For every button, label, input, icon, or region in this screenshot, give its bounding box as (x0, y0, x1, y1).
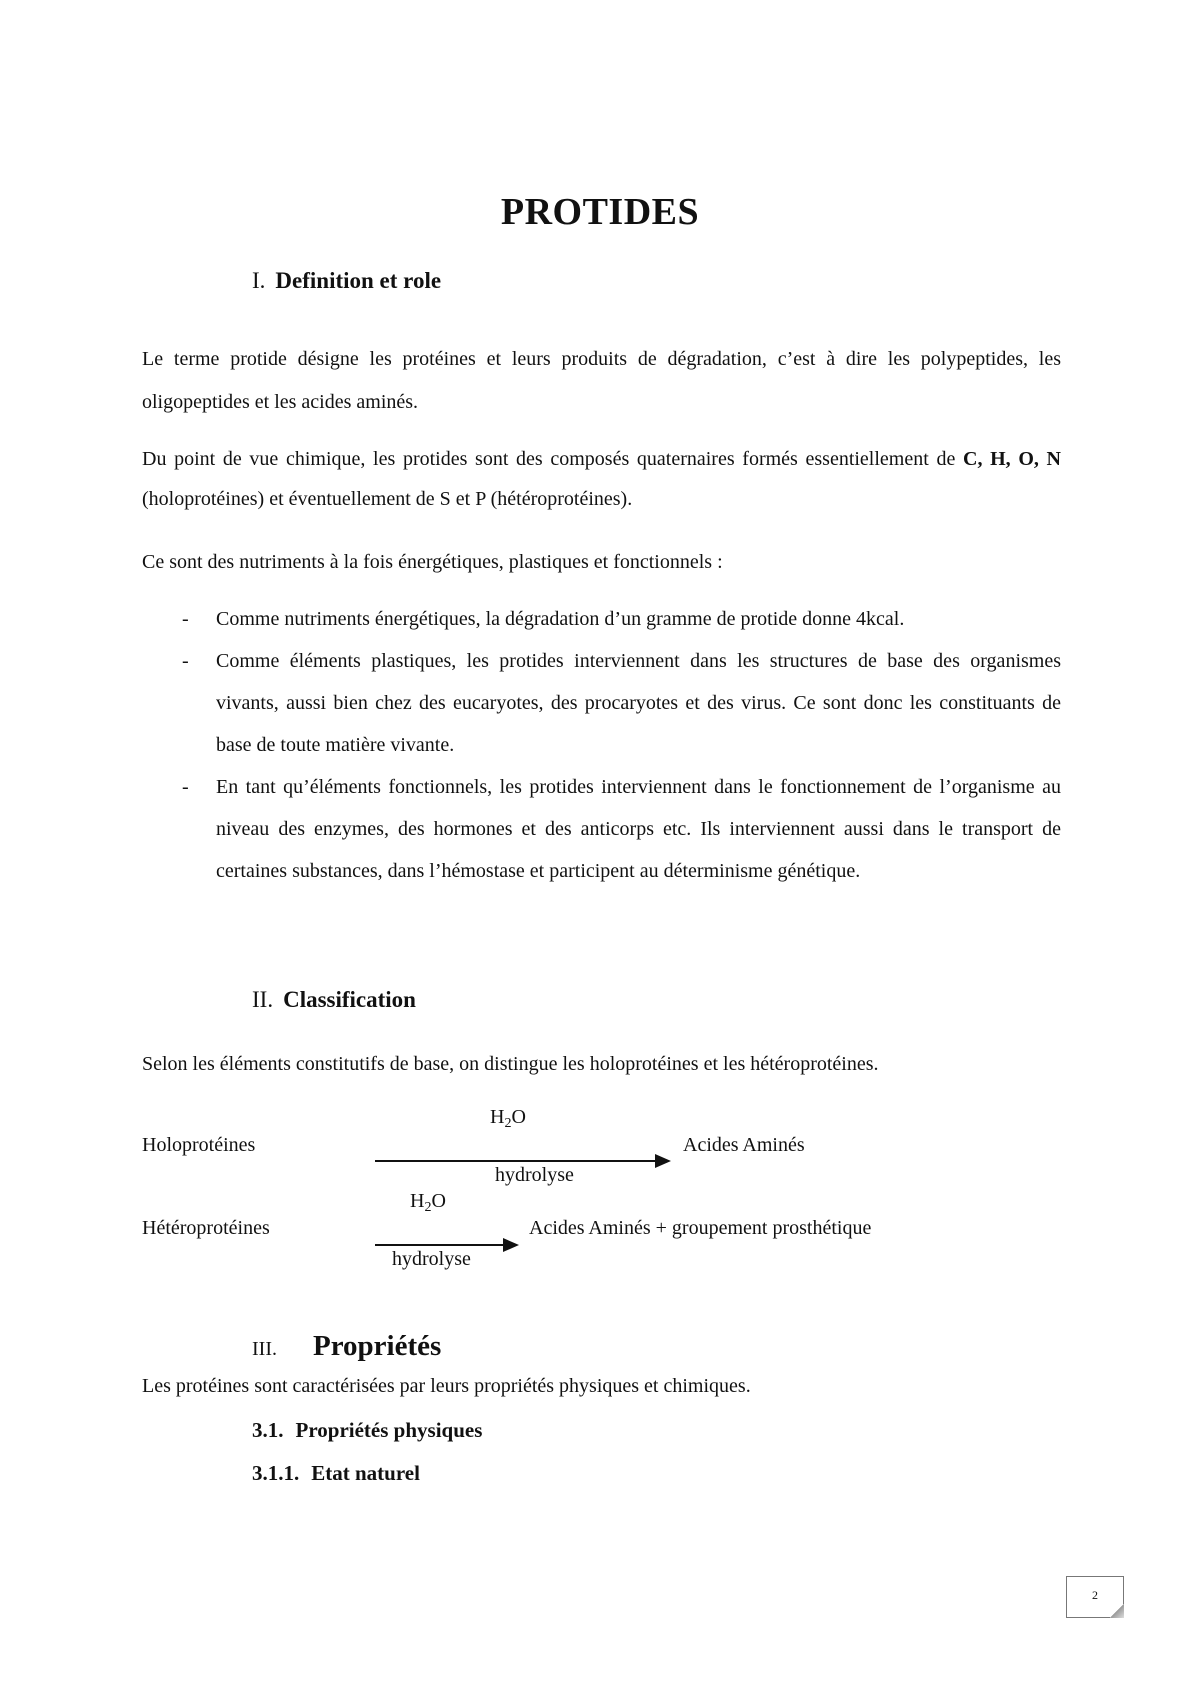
subsection-3-1-number: 3.1. (252, 1418, 284, 1442)
page-number: 2 (1092, 1588, 1098, 1602)
section-1-paragraph-2 (142, 439, 1061, 519)
bullet-marker: - (182, 608, 189, 630)
section-3-heading (252, 1330, 441, 1363)
list-item (142, 640, 1061, 766)
reaction-2-product: Acides Aminés + groupement prosthétique (529, 1217, 872, 1239)
subsection-3-1-1-title: Etat naturel (311, 1461, 420, 1485)
reaction-2-reagent (410, 1190, 446, 1216)
reagent-h: H (490, 1106, 505, 1128)
subsection-3-1-heading (252, 1418, 482, 1443)
reagent-subscript: 2 (504, 1116, 512, 1131)
section-3-title: Propriétés (312, 1330, 442, 1362)
list-item (142, 766, 1061, 892)
section-1-paragraph-1: Le terme protide désigne les protéines et leurs produits de dégradation, c’est à dire les polypeptides, les oligopeptides et les acides aminés. (142, 348, 1061, 413)
reaction-2-reactant: Hétéroprotéines (142, 1217, 270, 1239)
reaction-1-condition: hydrolyse (495, 1164, 574, 1186)
section-2-title: Classification (283, 987, 416, 1012)
section-1-number: I. (252, 268, 266, 293)
reaction-1-product: Acides Aminés (683, 1134, 805, 1156)
section-2-number: II. (252, 987, 274, 1012)
reagent-o: O (431, 1190, 446, 1212)
reaction-2-condition: hydrolyse (392, 1248, 471, 1270)
page-curl-icon (1110, 1604, 1124, 1618)
section-2-paragraph: Selon les éléments constitutifs de base, on distingue les holoprotéines et les hétéroprotéines. (142, 1053, 879, 1075)
reaction-2-arrow-line (375, 1244, 505, 1246)
bullet-marker: - (182, 650, 189, 672)
page-number-box (1066, 1576, 1124, 1618)
reaction-1-arrow-line (375, 1160, 657, 1162)
page-title: PROTIDES (500, 191, 700, 233)
subsection-3-1-1-heading (252, 1461, 420, 1486)
role-bullet-list (142, 598, 1061, 892)
section-1-title: Definition et role (275, 268, 442, 293)
subsection-3-1-title: Propriétés physiques (295, 1418, 483, 1442)
bullet-marker: - (182, 776, 189, 798)
paragraph-2-end: (holoprotéines) et éventuellement de S et P (hétéroprotéines). (142, 488, 633, 510)
section-1-paragraph-3: Ce sont des nutriments à la fois énergétiques, plastiques et fonctionnels : (142, 551, 723, 573)
list-item (142, 598, 1061, 640)
reagent-subscript: 2 (424, 1200, 432, 1215)
section-1-heading (252, 268, 441, 294)
paragraph-2-start: Du point de vue chimique, les protides sont des composés quaternaires formés essentiellement de (142, 448, 963, 470)
bullet-text: Comme nutriments énergétiques, la dégradation d’un gramme de protide donne 4kcal. (216, 608, 905, 630)
subsection-3-1-1-number: 3.1.1. (252, 1461, 300, 1485)
section-3-paragraph: Les protéines sont caractérisées par leurs propriétés physiques et chimiques. (142, 1375, 751, 1397)
reaction-1-reagent (490, 1106, 526, 1132)
section-2-heading (252, 987, 416, 1013)
paragraph-2-elements: C, H, O, N (963, 448, 1061, 470)
section-3-number: III. (252, 1338, 277, 1360)
reaction-1-reactant: Holoprotéines (142, 1134, 256, 1156)
bullet-text: En tant qu’éléments fonctionnels, les protides interviennent dans le fonctionnement de l’organisme au niveau des enzymes, des hormones et des anticorps etc. Ils interviennent aussi dans le transport de certaines substances, dans l’hémostase et participent au déterminisme génétique. (216, 776, 1061, 882)
reagent-o: O (511, 1106, 526, 1128)
bullet-text: Comme éléments plastiques, les protides interviennent dans les structures de base des organismes vivants, aussi bien chez des eucaryotes, des procaryotes et des virus. Ce sont donc les constituants de base de toute matière vivante. (216, 650, 1061, 756)
reaction-2-arrow-head-icon (503, 1238, 519, 1252)
reagent-h: H (410, 1190, 425, 1212)
reaction-1-arrow-head-icon (655, 1154, 671, 1168)
